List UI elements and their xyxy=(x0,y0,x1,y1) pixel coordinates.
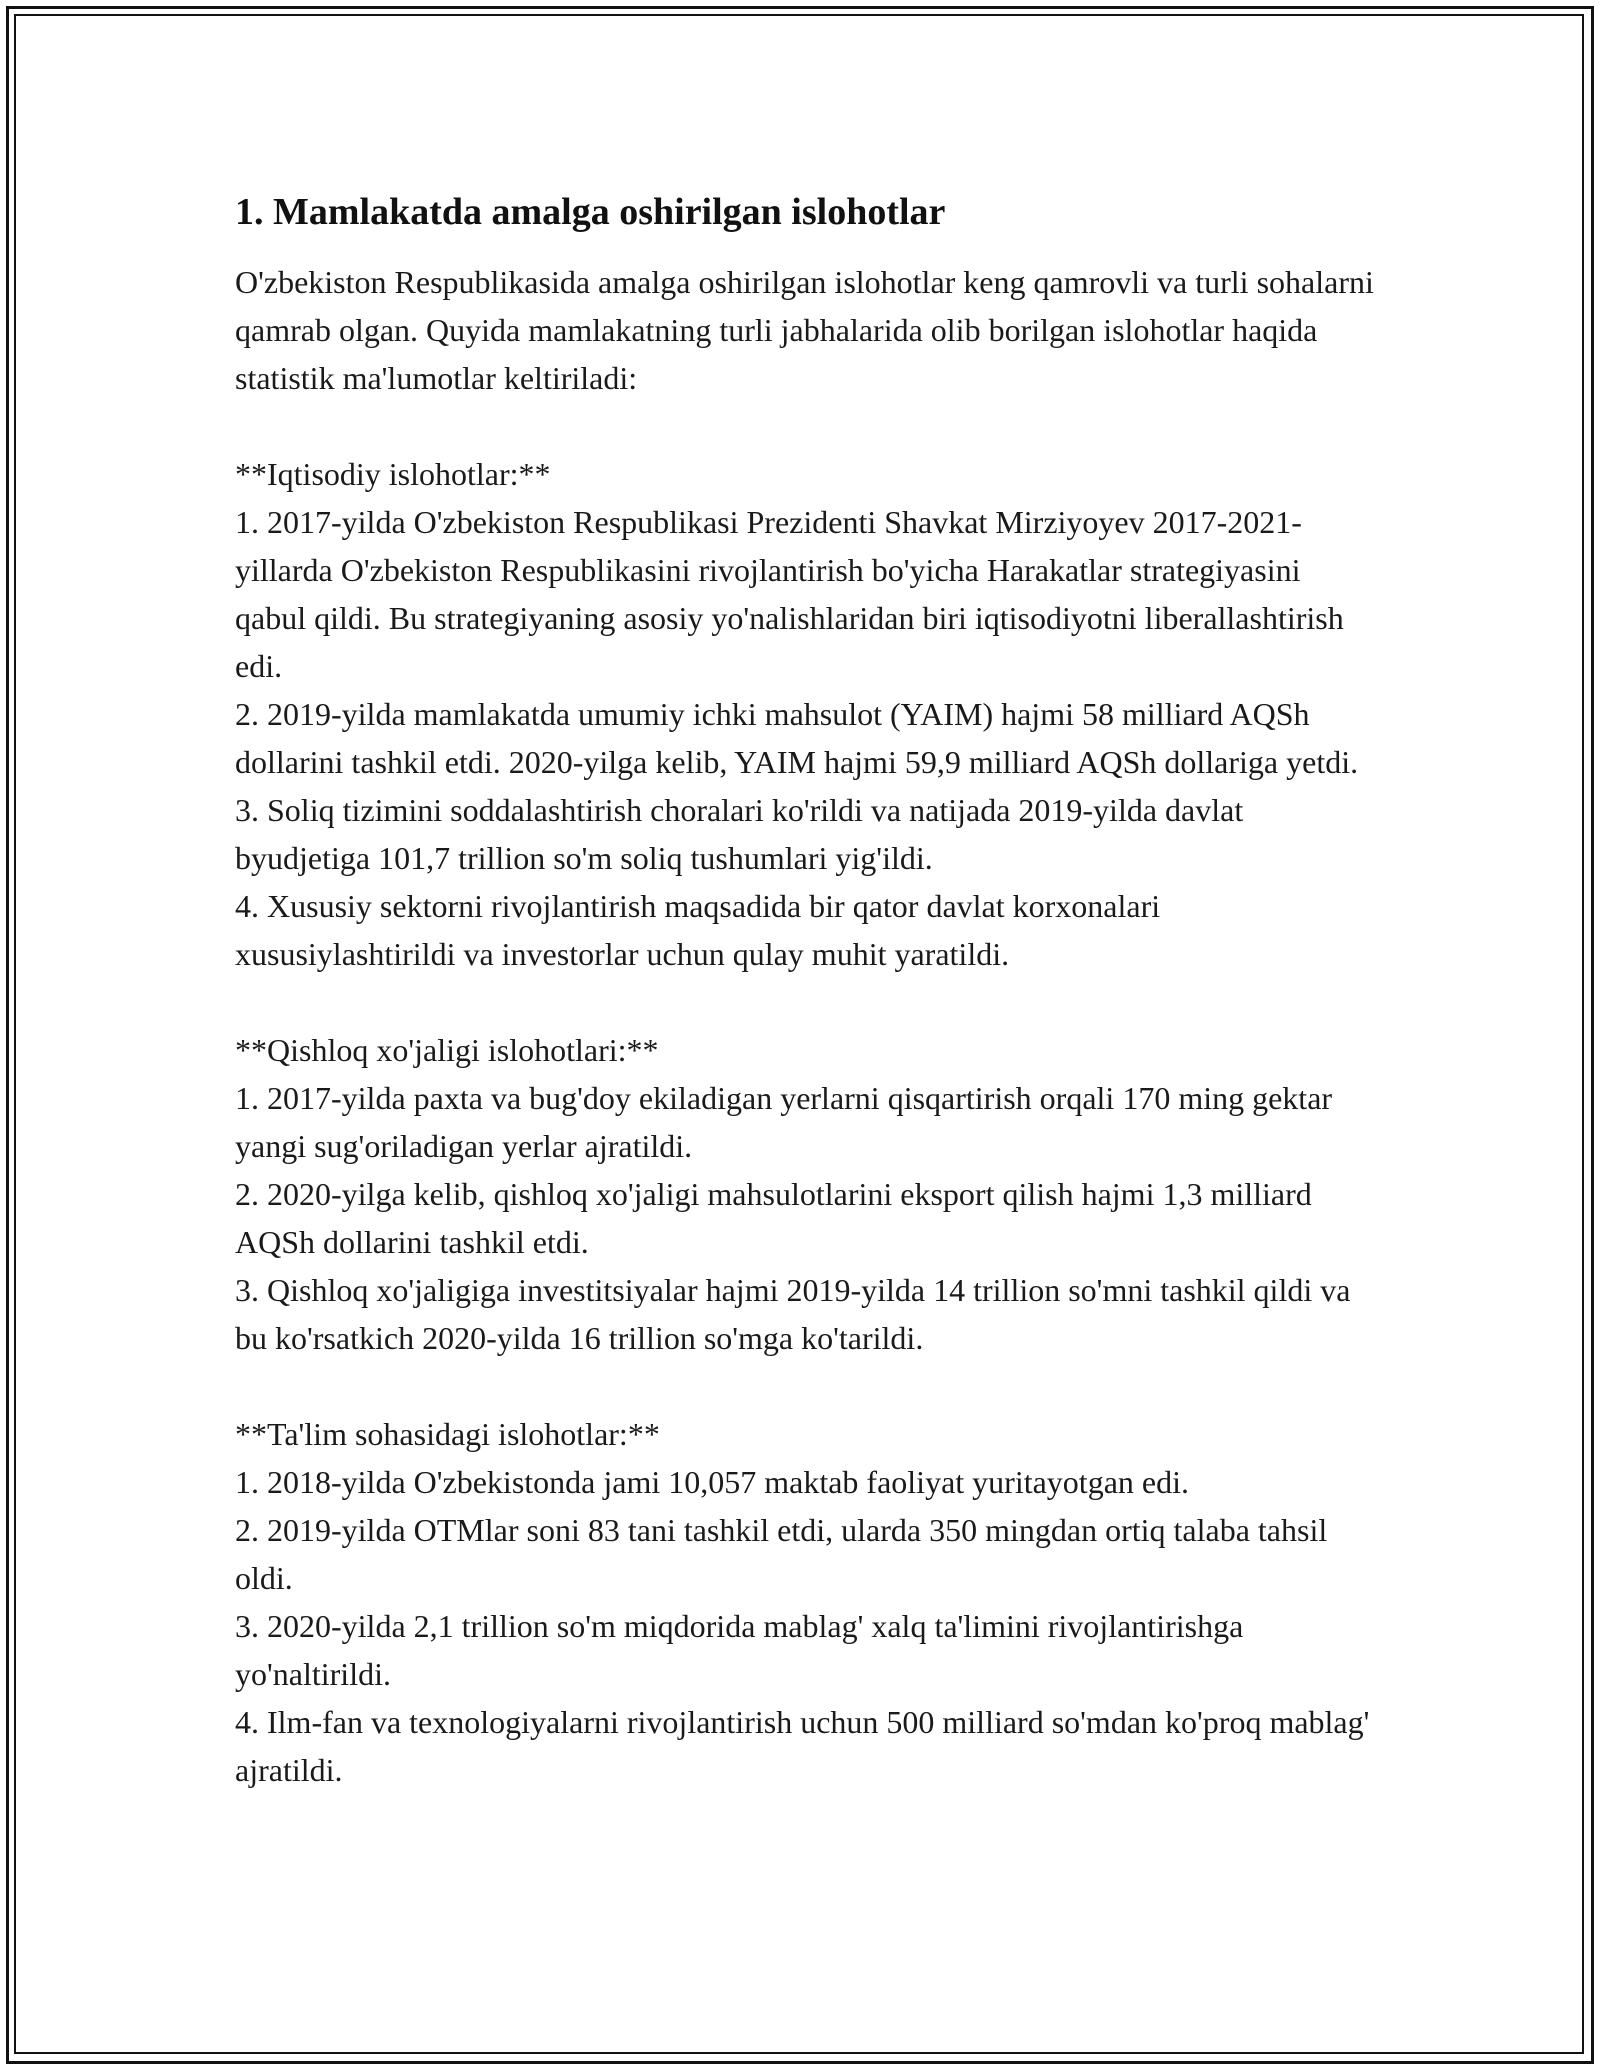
list-item: 2. 2020-yilga kelib, qishloq xo'jaligi mahsulotlarini eksport qilish hajmi 1,3 milliard AQSh dollarini tashkil etdi. xyxy=(235,1176,1312,1260)
section-heading: **Ta'lim sohasidagi islohotlar:** xyxy=(235,1416,660,1452)
document-body xyxy=(235,188,1375,1794)
intro-paragraph: O'zbekiston Respublikasida amalga oshirilgan islohotlar keng qamrovli va turli sohalarni qamrab olgan. Quyida mamlakatning turli jabhalarida olib borilgan islohotlar haqida statistik ma'lumotlar keltiriladi: xyxy=(235,264,1374,396)
section-agriculture xyxy=(235,1026,1375,1362)
list-item: 2. 2019-yilda mamlakatda umumiy ichki mahsulot (YAIM) hajmi 58 milliard AQSh dollarini tashkil etdi. 2020-yilga kelib, YAIM hajmi 59,9 milliard AQSh dollariga yetdi. xyxy=(235,696,1359,780)
list-item: 1. 2017-yilda O'zbekiston Respublikasi Prezidenti Shavkat Mirziyoyev 2017-2021-yillarda O'zbekiston Respublikasini rivojlantirish bo'yicha Harakatlar strategiyasini qabul qildi. Bu strategiyaning asosiy yo'nalishlaridan biri iqtisodiyotni liberallashtirish edi. xyxy=(235,504,1344,684)
section-gap xyxy=(235,978,1375,1026)
section-heading: **Iqtisodiy islohotlar:** xyxy=(235,456,551,492)
section-economic xyxy=(235,450,1375,978)
list-item: 1. 2017-yilda paxta va bug'doy ekiladigan yerlarni qisqartirish orqali 170 ming gektar yangi sug'oriladigan yerlar ajratildi. xyxy=(235,1080,1333,1164)
page-title: 1. Mamlakatda amalga oshirilgan islohotlar xyxy=(235,191,946,233)
section-gap xyxy=(235,1362,1375,1410)
section-heading: **Qishloq xo'jaligi islohotlari:** xyxy=(235,1032,659,1068)
list-item: 3. Soliq tizimini soddalashtirish choralari ko'rildi va natijada 2019-yilda davlat byudjetiga 101,7 trillion so'm soliq tushumlari yig'ildi. xyxy=(235,792,1244,876)
list-item: 1. 2018-yilda O'zbekistonda jami 10,057 maktab faoliyat yuritayotgan edi. xyxy=(235,1464,1189,1500)
section-education xyxy=(235,1410,1375,1794)
list-item: 4. Ilm-fan va texnologiyalarni rivojlantirish uchun 500 milliard so'mdan ko'proq mablag' ajratildi. xyxy=(235,1704,1370,1788)
section-gap xyxy=(235,402,1375,450)
list-item: 2. 2019-yilda OTMlar soni 83 tani tashkil etdi, ularda 350 mingdan ortiq talaba tahsil oldi. xyxy=(235,1512,1328,1596)
list-item: 3. Qishloq xo'jaligiga investitsiyalar hajmi 2019-yilda 14 trillion so'mni tashkil qildi va bu ko'rsatkich 2020-yilda 16 trillion so'mga ko'tarildi. xyxy=(235,1272,1351,1356)
list-item: 3. 2020-yilda 2,1 trillion so'm miqdorida mablag' xalq ta'limini rivojlantirishga yo'naltirildi. xyxy=(235,1608,1244,1692)
list-item: 4. Xususiy sektorni rivojlantirish maqsadida bir qator davlat korxonalari xususiylashtirildi va investorlar uchun qulay muhit yaratildi. xyxy=(235,888,1161,972)
